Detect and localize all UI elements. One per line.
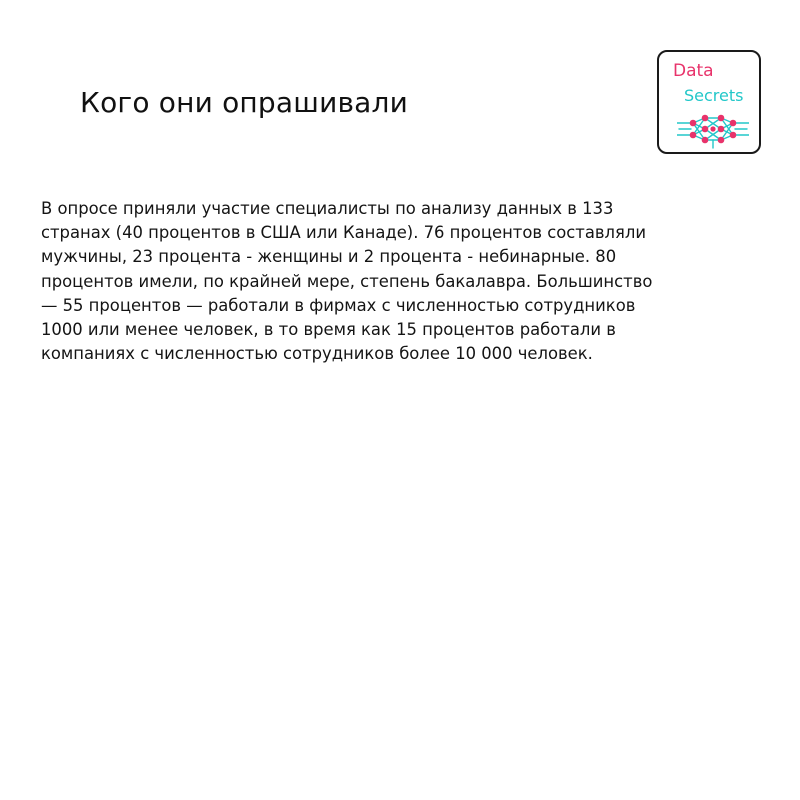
page-title: Кого они опрашивали [80,86,409,119]
body-paragraph [41,197,741,366]
paragraph-line: мужчины, 23 процента - женщины и 2 процента - небинарные. 80 [41,247,617,267]
neural-network-icon [677,112,749,150]
paragraph-line: процентов имели, по крайней мере, степень бакалавра. Большинство [41,271,653,291]
logo-word-secrets: Secrets [684,86,744,105]
logo-word-data: Data [673,61,714,81]
paragraph-line: компаниях с численностью сотрудников более 10 000 человек. [41,344,593,364]
paragraph-line: странах (40 процентов в США или Канаде). 76 процентов составляли [41,223,647,243]
paragraph-line: 1000 или менее человек, в то время как 15 процентов работали в [41,320,616,340]
paragraph-line: В опросе приняли участие специалисты по анализу данных в 133 [41,199,614,218]
paragraph-line: — 55 процентов — работали в фирмах с численностью сотрудников [41,295,636,315]
data-secrets-logo [657,50,761,154]
